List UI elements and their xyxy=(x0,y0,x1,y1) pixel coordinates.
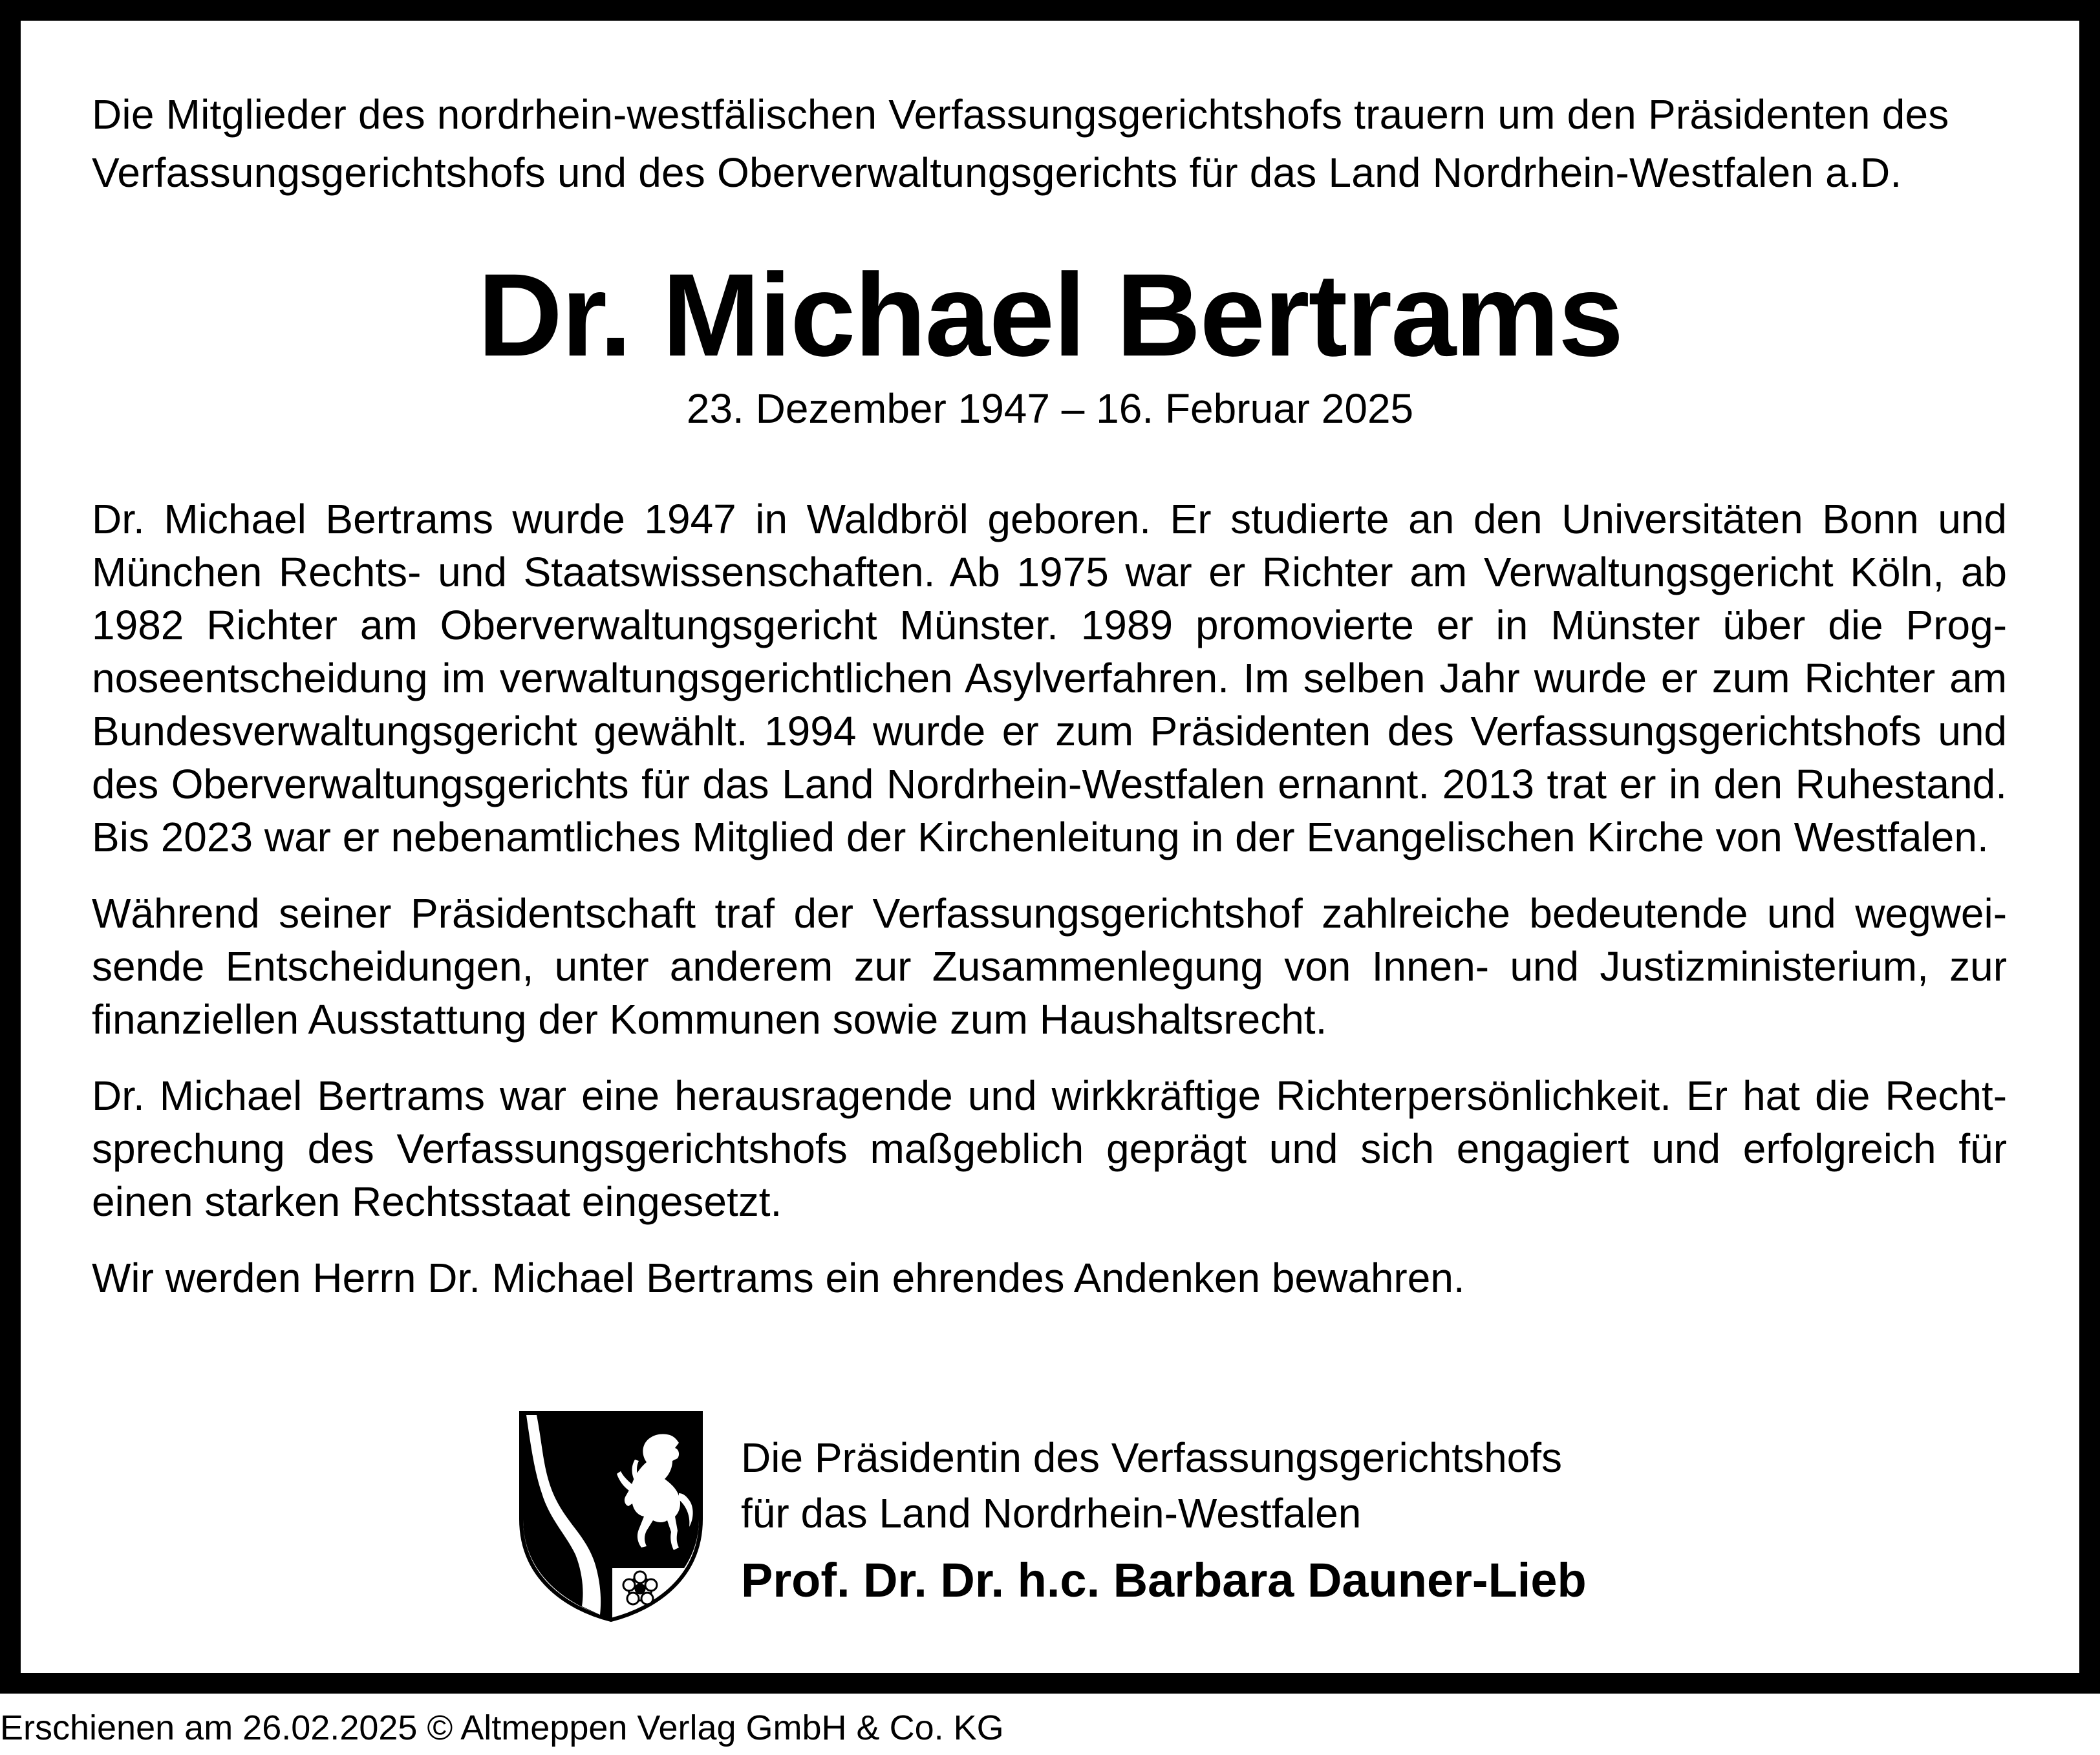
intro-line: Die Mitglieder des nordrhein-westfälischen Verfassungsgerichtshofs trauern um den Präsidenten des xyxy=(92,91,1949,138)
publication-footer: Erschienen am 26.02.2025 © Altmeppen Verlag GmbH & Co. KG xyxy=(0,1708,1004,1747)
intro-text xyxy=(92,85,2031,202)
obituary-paragraph: Dr. Michael Bertrams war eine herausragende und wirkkräftige Richterpersönlichkeit. Er hat die Rechtsprechung des Verfassungsgerichtshofs maßgeblich geprägt und sich engagiert und erfolgreich für einen starken Rechtsstaat eingesetzt. xyxy=(92,1072,2007,1225)
intro-line: Verfassungsgerichtshofs und des Oberverwaltungsgerichts für das Land Nordrhein-Westfalen a.D. xyxy=(92,149,1902,196)
obituary-paragraph: Dr. Michael Bertrams wurde 1947 in Waldbröl geboren. Er studierte an den Universitäten Bonn und München Rechts- und Staatswissenschaften. Ab 1975 war er Richter am Verwaltungsgericht Köln, ab 1982 Richter am Oberverwaltungsgericht Münster. 1989 promovierte er in Münster über die Prognoseentscheidung im verwaltungsgerichtlichen Asylverfahren. Im selben Jahr wurde er zum Richter am Bundesverwaltungsgericht gewählt. 1994 wurde er zum Präsidenten des Verfassungsgerichtshofs und des Oberverwaltungsgerichts für das Land Nordrhein-Westfalen ernannt. 2013 trat er in den Ruhestand. Bis 2023 war er nebenamtliches Mitglied der Kirchenleitung in der Evangelischen Kirche von Westfalen. xyxy=(92,496,2007,860)
signature-block xyxy=(741,1430,1587,1616)
signer-name: Prof. Dr. Dr. h.c. Barbara Dauner-Lieb xyxy=(741,1553,1587,1607)
signature-line: Die Präsidentin des Verfassungsgerichtshofs xyxy=(741,1434,1563,1481)
signature-line: für das Land Nordrhein-Westfalen xyxy=(741,1490,1362,1537)
nrw-coat-of-arms-icon xyxy=(517,1409,705,1622)
deceased-name: Dr. Michael Bertrams xyxy=(477,249,1623,381)
obituary-body xyxy=(92,493,2007,1328)
obituary-paragraph: Während seiner Präsidentschaft traf der Verfassungsgerichtshof zahlreiche bedeutende und wegweisende Entscheidungen, unter anderem zur Zusammenlegung von Innen- und Justizministerium, zur finanziellen Ausstattung der Kommunen sowie zum Haushaltsrecht. xyxy=(92,890,2007,1043)
life-dates: 23. Dezember 1947 – 16. Februar 2025 xyxy=(686,385,1414,432)
obituary-paragraph: Wir werden Herrn Dr. Michael Bertrams ein ehrendes Andenken bewahren. xyxy=(92,1255,1465,1301)
